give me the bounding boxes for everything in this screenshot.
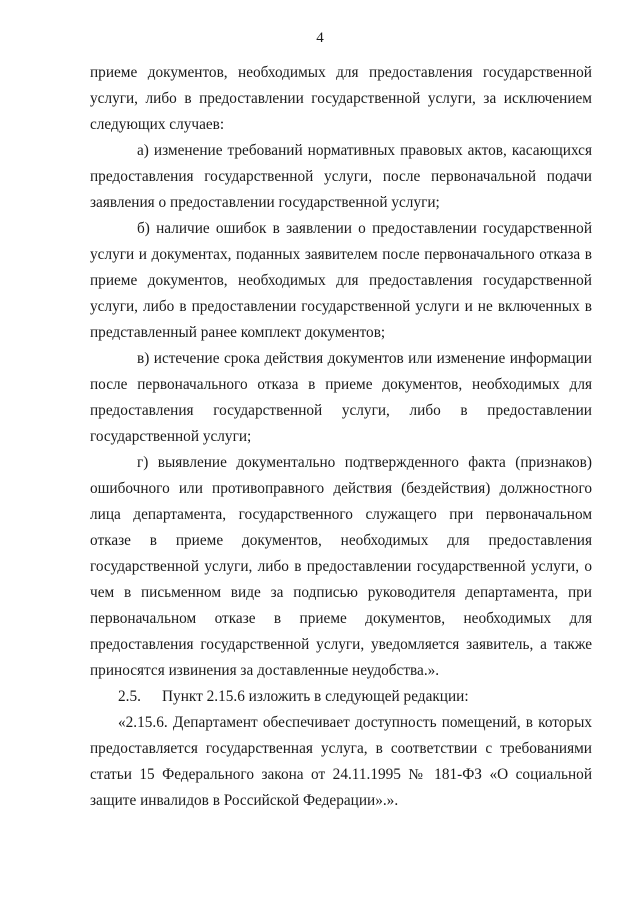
clause-text: Пункт 2.15.6 изложить в следующей редакции: [162, 688, 469, 705]
quoted-paragraph: «2.15.6. Департамент обеспечивает доступность помещений, в которых предоставляется государственная услуга, в соответствии с требованиями статьи 15 Федерального закона от 24.11.1995 № 181-ФЗ «О социальной защите инвалидов в Российской Федерации».». [90, 714, 592, 809]
clause-number: 2.5. [118, 688, 141, 705]
page-number: 4 [316, 30, 324, 46]
list-item-b: б) наличие ошибок в заявлении о предоставлении государственной услуги и документах, поданных заявителем после первоначального отказа в приеме документов, необходимых для предоставления государственной услуги, либо в предоставлении государственной услуги и не включенных в представленный ранее комплект документов; [90, 220, 592, 341]
intro-paragraph: приеме документов, необходимых для предоставления государственной услуги, либо в предоставлении государственной услуги, за исключением следующих случаев: [90, 64, 592, 133]
clause-paragraph [90, 684, 592, 710]
list-item-a: а) изменение требований нормативных правовых актов, касающихся предоставления государственной услуги, после первоначальной подачи заявления о предоставлении государственной услуги; [90, 142, 592, 211]
list-item-v: в) истечение срока действия документов или изменение информации после первоначального отказа в приеме документов, необходимых для предоставления государственной услуги, либо в предоставлении государственной услуги; [90, 350, 592, 445]
list-item-g: г) выявление документально подтвержденного факта (признаков) ошибочного или противоправного действия (бездействия) должностного лица департамента, государственного служащего при первоначальном отказе в приеме документов, необходимых для предоставления государственной услуги, либо в предоставлении государственной услуги, о чем в письменном виде за подписью руководителя департамента, при первоначальном отказе в приеме документов, необходимых для предоставления государственной услуги, уведомляется заявитель, а также приносятся извинения за доставленные неудобства.». [90, 454, 592, 679]
document-body [90, 60, 592, 814]
